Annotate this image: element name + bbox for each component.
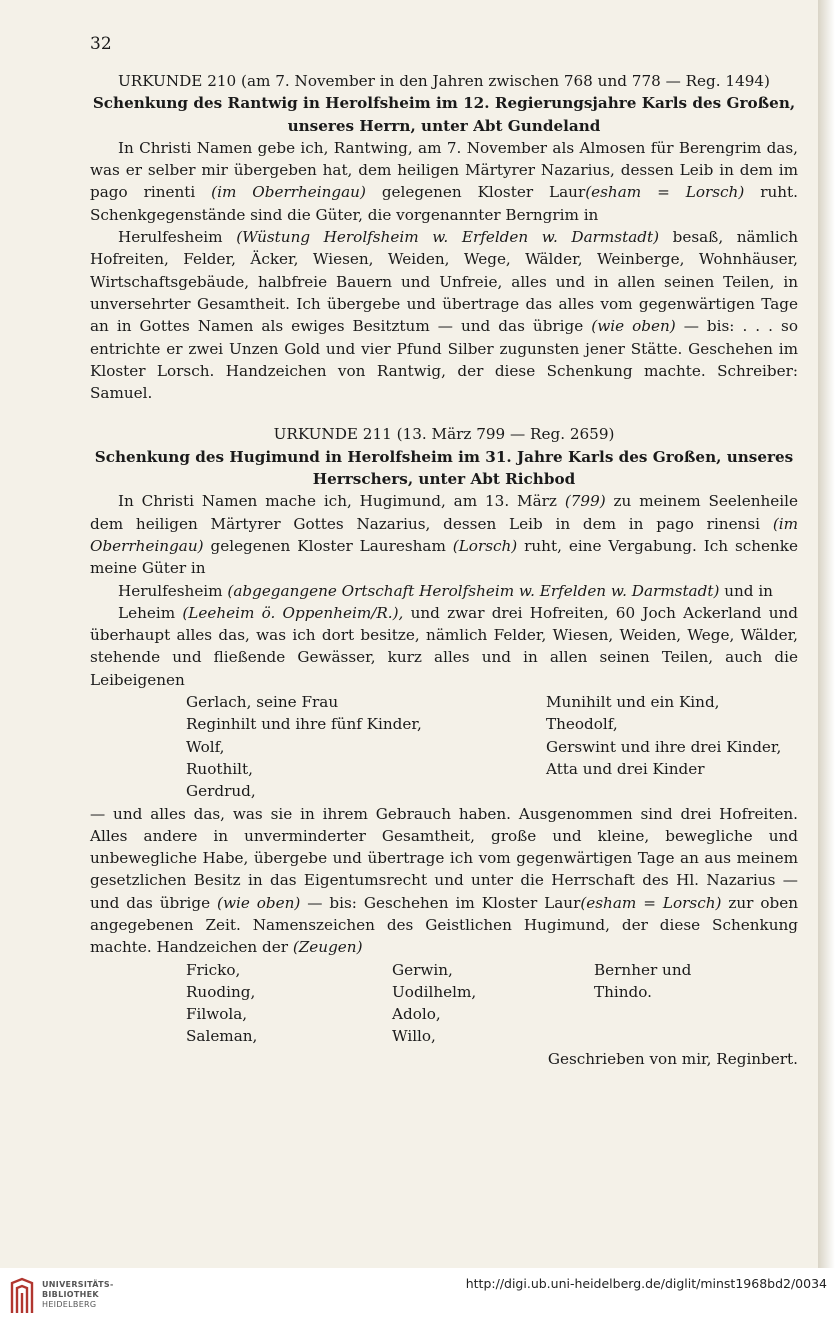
footer-bar	[0, 1268, 835, 1325]
witnesses-row: Saleman, Willo,	[186, 1027, 436, 1046]
serfs-row: Gerdrud,	[186, 782, 256, 801]
page-text	[90, 70, 798, 1070]
serfs-row: Reginhilt und ihre fünf Kinder, Theodolf,	[186, 715, 618, 734]
serfs-list	[186, 691, 798, 802]
document-211-subheading-line-1: Schenkung des Hugimund in Herolfsheim im 31. Jahre Karls des Großen, unseres	[94, 447, 794, 466]
serfs-row: Ruothilt, Atta und drei Kinder	[186, 759, 705, 778]
document-211-paragraph-3: Leheim (Leeheim ö. Oppenheim/R.), und zwar drei Hofreiten, 60 Joch Ackerland und überhaupt alles das, was ich dort besitze, nämlich Felder, Wiesen, Weiden, Wege, Wälder, stehende und fließende Gewässer, kurz alles und in allen seinen Teilen, auch die Leibeigenen	[90, 603, 798, 689]
document-210-paragraph-1: In Christi Namen gebe ich, Rantwing, am 7. November als Almosen für Berengrim das, was er selber mir übergeben hat, dem heiligen Märtyrer Nazarius, dessen Leib in dem im pago rinenti (im Oberrheingau) gelegenen Kloster Laur(esham = Lorsch) ruht. Schenkgegenstände sind die Güter, die vorgenannter Berngrim in	[90, 138, 798, 224]
document-210-subheading-line-1: Schenkung des Rantwig in Herolfsheim im 12. Regierungsjahre Karls des Großen,	[92, 94, 796, 113]
witnesses-row: Filwola, Adolo,	[186, 1005, 441, 1024]
document-211-subheading-line-2: Herrschers, unter Abt Richbod	[312, 470, 576, 489]
document-210-subheading-line-2: unseres Herrn, unter Abt Gundeland	[287, 116, 601, 135]
page-edge	[818, 0, 835, 1268]
serfs-row: Gerlach, seine Frau Munihilt und ein Kind,	[186, 693, 720, 712]
document-211-paragraph-2: Herulfesheim (abgegangene Ortschaft Herolfsheim w. Erfelden w. Darmstadt) und in	[118, 581, 773, 600]
witnesses-row: Ruoding, Uodilhelm, Thindo.	[186, 982, 652, 1001]
serfs-row: Wolf, Gerswint und ihre drei Kinder,	[186, 737, 782, 756]
library-logo-text: UNIVERSITÄTS- BIBLIOTHEK HEIDELBERG	[42, 1280, 114, 1309]
witnesses-list	[186, 959, 798, 1048]
document-210-heading: URKUNDE 210 (am 7. November in den Jahren zwischen 768 und 778 — Reg. 1494)	[117, 72, 770, 90]
document-211-paragraph-4: — und alles das, was sie in ihrem Gebrauch haben. Ausgenommen sind drei Hofreiten. Alles andere in unverminderter Gesamtheit, große und kleine, bewegliche und unbewegliche Habe, übergebe und übertrage ich vom gegenwärtigen Tage an aus meinem gesetzlichen Besitz in das Eigentumsrecht und unter die Herrschaft des Hl. Nazarius — und das übrige (wie oben) — bis: Geschehen im Kloster Laur(esham = Lorsch) zur oben angegebenen Zeit. Namenszeichen des Geistlichen Hugimund, der diese Schenkung machte. Handzeichen der (Zeugen)	[90, 804, 798, 957]
document-210-paragraph-2: Herulfesheim (Wüstung Herolfsheim w. Erfelden w. Darmstadt) besaß, nämlich Hofreiten, Felder, Äcker, Wiesen, Weiden, Wege, Wälder, Weinberge, Wohnhäuser, Wirtschaftsgebäude, halbfreie Bauern und Unfreie, alles und in allen seinen Teilen, in unversehrter Gesamtheit. Ich übergebe und übertrage das alles vom gegenwärtigen Tage an in Gottes Namen als ewiges Besitztum — und das übrige (wie oben) — bis: . . . so entrichte er zwei Unzen Gold und vier Pfund Silber zugunsten jener Stätte. Geschehen im Kloster Lorsch. Handzeichen von Rantwig, der diese Schenkung machte. Schreiber: Samuel.	[90, 228, 799, 403]
library-logo-icon	[9, 1277, 35, 1315]
scribe-signature: Geschrieben von mir, Reginbert.	[547, 1049, 798, 1068]
document-211-paragraph-1: In Christi Namen mache ich, Hugimund, am 13. März (799) zu meinem Seelenheile dem heiligen Märtyrer Gottes Nazarius, dessen Leib in dem in pago rinensi (im Oberrheingau) gelegenen Kloster Lauresham (Lorsch) ruht, eine Vergabung. Ich schenke meine Güter in	[90, 492, 798, 578]
permalink-url[interactable]: http://digi.ub.uni-heidelberg.de/diglit/minst1968bd2/0034	[465, 1276, 827, 1291]
document-211-heading: URKUNDE 211 (13. März 799 — Reg. 2659)	[273, 425, 615, 444]
page-number: 32	[90, 34, 112, 54]
witnesses-row: Fricko, Gerwin, Bernher und	[186, 960, 692, 979]
